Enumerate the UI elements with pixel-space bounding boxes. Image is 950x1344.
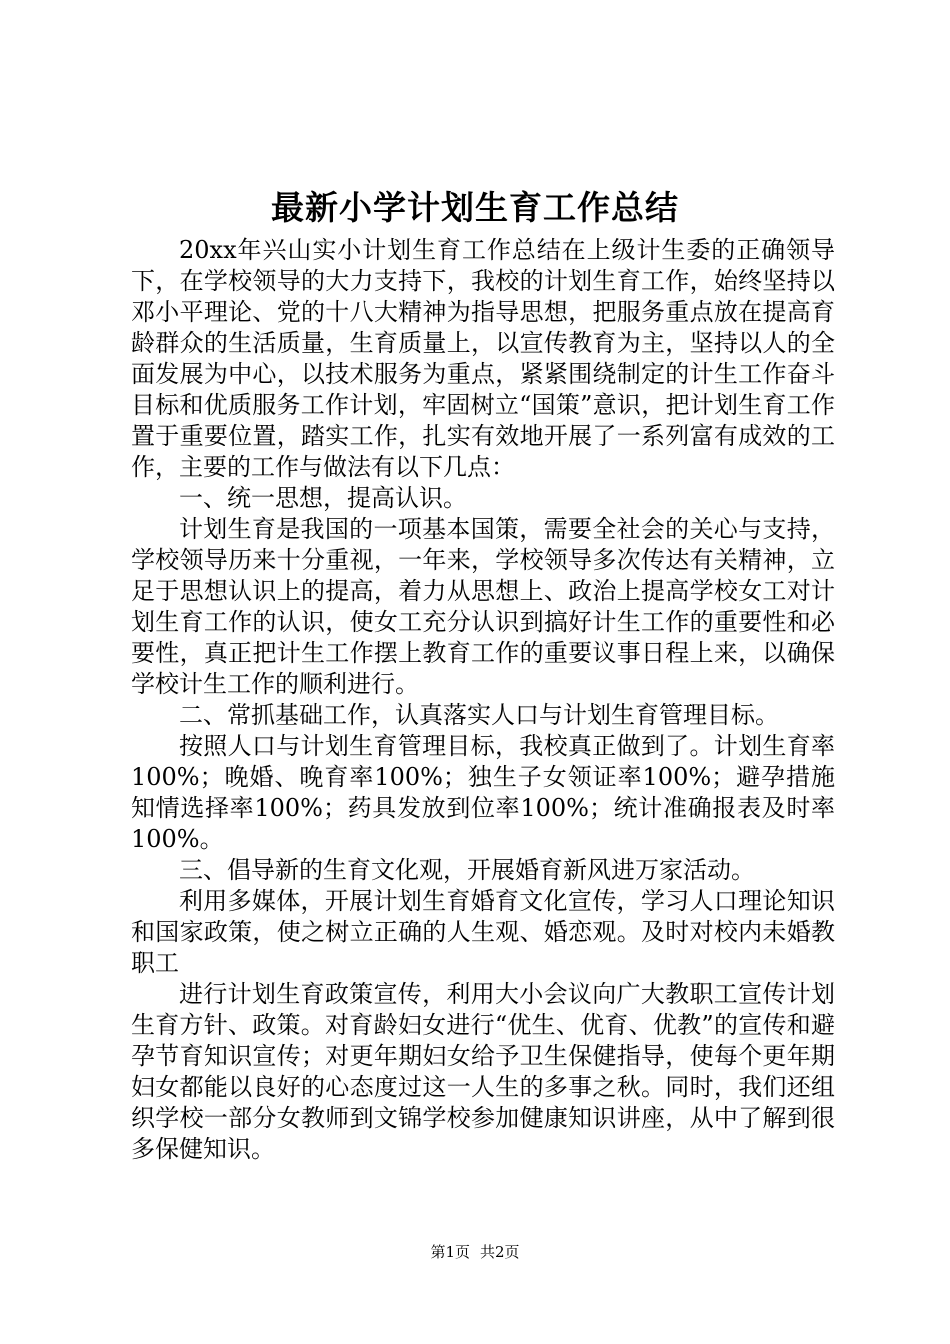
section-heading-3: 三、倡导新的生育文化观，开展婚育新风进万家活动。	[179, 856, 755, 884]
paragraph-section-3a: 利用多媒体，开展计划生育婚育文化宣传，学习人口理论知识和国家政策，使之树立正确的人生观、婚恋观。及时对校内未婚教职工	[131, 887, 835, 977]
document-title: 最新小学计划生育工作总结	[271, 188, 679, 227]
section-heading-2: 二、常抓基础工作，认真落实人口与计划生育管理目标。	[179, 701, 779, 729]
page-number: 第1页	[430, 1243, 470, 1261]
paragraph-section-3b: 进行计划生育政策宣传，利用大小会议向广大教职工宣传计划生育方针、政策。对育龄妇女进行“优生、优育、优教”的宣传和避孕节育知识宣传；对更年期妇女给予卫生保健指导，使每个更年期妇女都能以良好的心态度过这一人生的多事之秋。同时，我们还组织学校一部分女教师到文锦学校参加健康知识讲座，从中了解到很多保健知识。	[131, 980, 835, 1163]
page-footer	[0, 1242, 950, 1262]
paragraph-intro: 20xx年兴山实小计划生育工作总结在上级计生委的正确领导下，在学校领导的大力支持下，我校的计划生育工作，始终坚持以邓小平理论、党的十八大精神为指导思想，把服务重点放在提高育龄群众的生活质量，生育质量上，以宣传教育为主，坚持以人的全面发展为中心，以技术服务为重点，紧紧围绕制定的计生工作奋斗目标和优质服务工作计划，牢固树立“国策”意识，把计划生育工作置于重要位置，踏实工作，扎实有效地开展了一系列富有成效的工作，主要的工作与做法有以下几点：	[131, 236, 835, 481]
paragraph-section-1: 计划生育是我国的一项基本国策，需要全社会的关心与支持，学校领导历来十分重视，一年来，学校领导多次传达有关精神，立足于思想认识上的提高，着力从思想上、政治上提高学校女工对计划生育工作的认识，使女工充分认识到搞好计生工作的重要性和必要性，真正把计生工作摆上教育工作的重要议事日程上来，以确保学校计生工作的顺利进行。	[131, 515, 835, 698]
document-body	[131, 235, 835, 1165]
paragraph-section-2: 按照人口与计划生育管理目标，我校真正做到了。计划生育率100%；晚婚、晚育率100%；独生子女领证率100%；避孕措施知情选择率100%；药具发放到位率100%；统计准确报表及时率100%。	[131, 732, 835, 853]
section-heading-1: 一、统一思想，提高认识。	[179, 484, 467, 512]
page-count: 共2页	[480, 1243, 520, 1261]
